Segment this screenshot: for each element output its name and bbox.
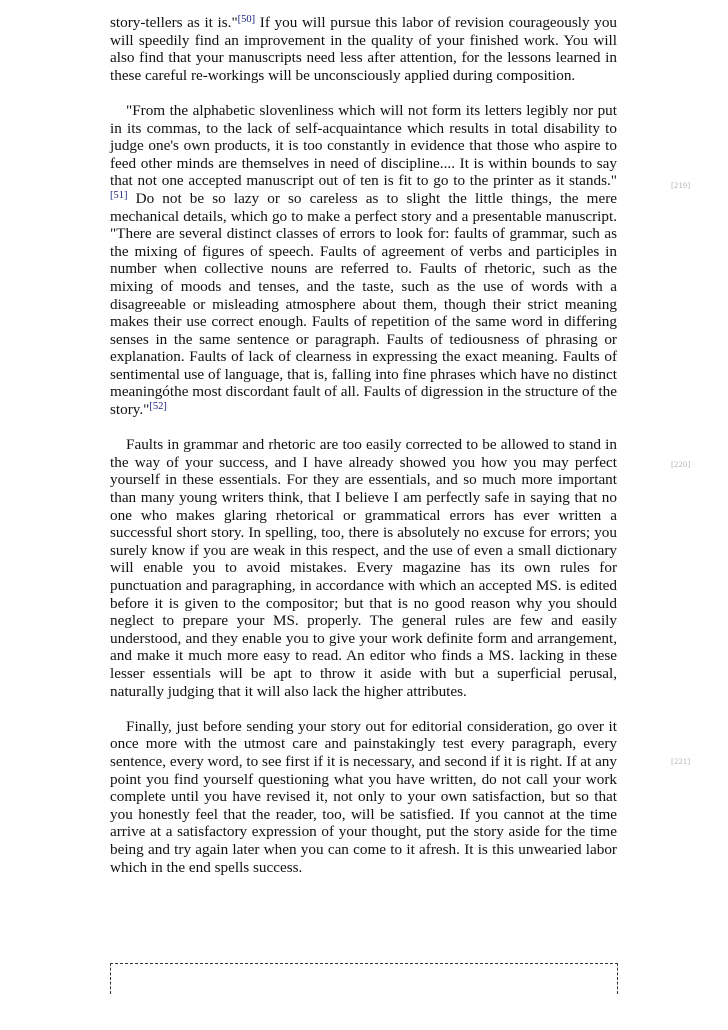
- page-number-219: [219]: [671, 180, 691, 190]
- page-number-220: [220]: [671, 459, 691, 469]
- page-number-221: [221]: [671, 756, 691, 766]
- footnote-link-50[interactable]: [50]: [237, 14, 256, 25]
- paragraph-4: Finally, just before sending your story out for editorial consideration, go over it once more with the utmost care and painstakingly test every paragraph, every sentence, every word, to see first if it is necessary, and second if it is right. If at any point you find yourself questioning what you have written, do not call your work complete until you have revised it, not only to your own satisfaction, but so that you honestly feel that the reader, too, will be satisfied. If you cannot at the time arrive at a satisfactory expression of your thought, put the story aside for the time being and try again later when you can come to it afresh. It is this unwearied labor which in the end spells success.: [110, 717, 617, 876]
- page-body: [110, 14, 617, 876]
- paragraph-2: [110, 102, 617, 419]
- dashed-box-divider: [110, 963, 618, 994]
- footnote-link-51[interactable]: [51]: [110, 189, 128, 201]
- paragraph-1-text-a: story-tellers as it is.": [110, 14, 238, 31]
- paragraph-1: [110, 14, 617, 84]
- paragraph-1-text-b: If you will pursue this labor of revision courageously you will speedily find an improvement in the quality of your finished work. You will also find that your manuscripts need less after attention, for the lessons learned in these careful re-workings will be unconsciously applied during composition.: [110, 14, 618, 84]
- paragraph-2-text-b: Do not be so lazy or so careless as to slight the little things, the mere mechanical details, which go to make a perfect story and a presentable manuscript. "There are several distinct classes of errors to look for: faults of grammar, such as the mixing of figures of speech. Faults of agreement of verbs and participles in number when collective nouns are referred to. Faults of rhetoric, such as the mixing of moods and tenses, and the taste, such as the use of words with a disagreeable or misleading atmosphere about them, though their strict meaning makes their use correct enough. Faults of repetition of the same word in differing senses in the same sentence or paragraph. Faults of tediousness of phrasing or explanation. Faults of lack of clearness in expressing the exact meaning. Faults of sentimental use of language, that is, falling into fine phrases which have no distinct meaningóthe most discordant fault of all. Faults of digression in the structure of the story.": [110, 189, 617, 419]
- footnote-link-52[interactable]: [52]: [149, 401, 167, 413]
- paragraph-3: Faults in grammar and rhetoric are too easily corrected to be allowed to stand in the way of your success, and I have already showed you how you may perfect yourself in these essentials. For they are essentials, and so much more important than many young writers think, that I believe I am perfectly safe in saying that no one who makes glaring rhetorical or grammatical errors has ever written a successful short story. In spelling, too, there is absolutely no excuse for errors; you surely know if you are weak in this respect, and the use of even a small dictionary will enable you to avoid mistakes. Every magazine has its own rules for punctuation and paragraphing, in accordance with which an accepted MS. is edited before it is given to the compositor; but that is no good reason why you should neglect to prepare your MS. properly. The general rules are few and easily understood, and they enable you to give your work definite form and arrangement, and make it much more easy to read. An editor who finds a MS. lacking in these lesser essentials will be apt to throw it aside with but a superficial perusal, naturally judging that it will also lack the higher attributes.: [110, 436, 617, 700]
- paragraph-2-text-a: "From the alphabetic slovenliness which will not form its letters legibly nor put in its commas, to the lack of self-acquaintance which results in total disability to judge one's own products, it is too constantly in evidence that those who aspire to feed other minds are themselves in need of discipline.... It is within bounds to say that not one accepted manuscript out of ten is fit to go to the printer as it stands.": [110, 101, 617, 190]
